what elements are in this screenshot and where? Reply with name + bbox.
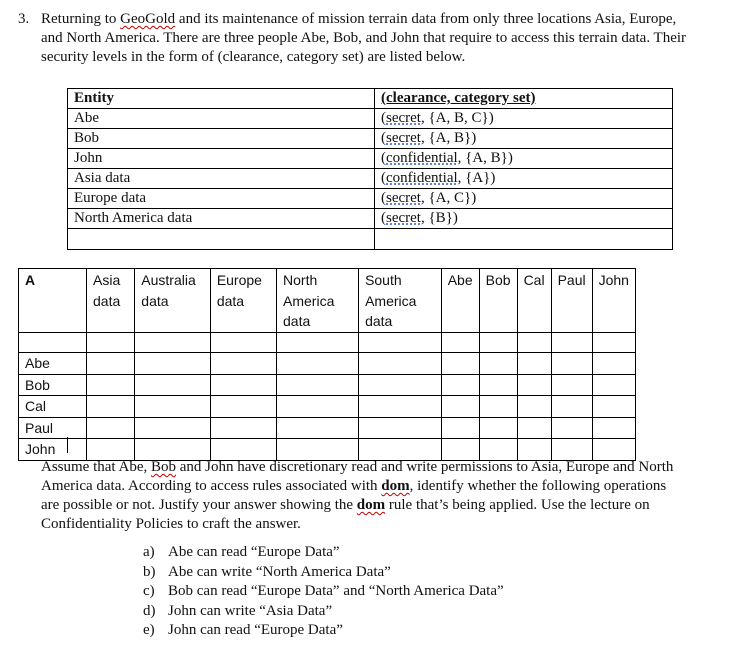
matrix-row-label: Cal [19, 396, 87, 418]
matrix-cell [517, 374, 551, 396]
matrix-column-header: Bob [479, 269, 517, 333]
matrix-cell [135, 353, 211, 375]
para-text-2: and John have discretionary read and write permissions to Asia, Europe and North America data. According to access rules associated with [41, 459, 674, 494]
matrix-column-header: North America data [277, 269, 359, 333]
entity-header: Entity [68, 89, 375, 109]
matrix-cell [277, 332, 359, 353]
item-label: e) [143, 622, 155, 638]
dom-word-2: dom [356, 497, 386, 513]
matrix-cell [517, 396, 551, 418]
matrix-cell [517, 417, 551, 439]
intro-text-2: and its maintenance of mission terrain data from only three locations Asia, Europe, and North America. There are three people Abe, Bob, and John that require to access this terrain data. Their security levels in the form of (clearance, category set) are listed below. [41, 11, 687, 65]
item-label: c) [143, 583, 155, 599]
matrix-corner: A [19, 269, 87, 333]
intro-text-1: Returning to [41, 11, 121, 27]
matrix-cell [592, 374, 635, 396]
matrix-cell [210, 374, 276, 396]
matrix-row-label: John [19, 439, 87, 461]
category-set: , {B}) [420, 210, 458, 226]
paren: ( [381, 170, 386, 186]
list-item [143, 543, 504, 563]
matrix-cell [551, 332, 592, 353]
clearance-value: secret [386, 130, 421, 146]
para-text-4: rule that’s being applied. Use the lecture on Confidentiality Policies to craft the answer. [41, 497, 650, 532]
clearance-value: confidential [386, 150, 458, 166]
matrix-cell [359, 332, 442, 353]
matrix-cell [551, 353, 592, 375]
level-header: (clearance, category set) [375, 89, 673, 109]
item-text: John can write “Asia Data” [168, 602, 333, 619]
matrix-cell [87, 439, 135, 461]
question-intro [41, 10, 691, 67]
matrix-column-header: John [592, 269, 635, 333]
clearance-value: confidential [386, 170, 458, 186]
matrix-cell [87, 396, 135, 418]
matrix-cell [551, 417, 592, 439]
matrix-cell [277, 353, 359, 375]
entity-cell: North America data [68, 209, 375, 229]
matrix-cell [359, 353, 442, 375]
matrix-cell [87, 353, 135, 375]
matrix-row-label [19, 332, 87, 353]
matrix-cell [479, 374, 517, 396]
matrix-cell [479, 396, 517, 418]
entity-cell: Bob [68, 129, 375, 149]
bob-word: Bob [151, 459, 177, 475]
table-header-row [68, 89, 673, 109]
matrix-cell [210, 417, 276, 439]
table-row [68, 189, 673, 209]
level-cell [375, 109, 673, 129]
table-row [68, 209, 673, 229]
category-set: , {A}) [457, 170, 496, 186]
matrix-cell [551, 374, 592, 396]
matrix-cell [210, 353, 276, 375]
matrix-cell [517, 332, 551, 353]
item-text: Bob can read “Europe Data” and “North America Data” [168, 583, 504, 599]
matrix-cell [479, 332, 517, 353]
level-cell [375, 169, 673, 189]
matrix-cell [592, 332, 635, 353]
matrix-cell [592, 417, 635, 439]
security-levels-table [67, 88, 673, 250]
table-row [68, 229, 673, 250]
matrix-row [19, 439, 636, 461]
matrix-column-header: Asia data [87, 269, 135, 333]
list-item [143, 563, 504, 583]
matrix-cell [277, 417, 359, 439]
entity-cell [68, 229, 375, 250]
entity-cell: Asia data [68, 169, 375, 189]
matrix-cell [359, 396, 442, 418]
level-cell [375, 209, 673, 229]
paren: ( [381, 210, 386, 226]
matrix-cell [441, 439, 479, 461]
matrix-column-header: Abe [441, 269, 479, 333]
matrix-cell [87, 374, 135, 396]
matrix-cell [441, 374, 479, 396]
matrix-column-header: Australia data [135, 269, 211, 333]
matrix-row-label: Paul [19, 417, 87, 439]
matrix-column-header: Europe data [210, 269, 276, 333]
matrix-cell [359, 417, 442, 439]
matrix-cell [479, 417, 517, 439]
matrix-row [19, 396, 636, 418]
category-set: , {A, B}) [457, 150, 513, 166]
entity-cell: Abe [68, 109, 375, 129]
list-item [143, 602, 504, 622]
matrix-cell [592, 396, 635, 418]
instructions-paragraph [41, 458, 681, 534]
table-row [68, 109, 673, 129]
item-label: b) [143, 563, 156, 580]
list-item [143, 582, 504, 602]
category-set: , {A, B}) [420, 130, 477, 146]
dom-word: dom [381, 478, 410, 494]
level-cell [375, 229, 673, 250]
paren: ( [381, 110, 386, 126]
item-text: Abe can write “North America Data” [168, 563, 391, 580]
matrix-cell [441, 417, 479, 439]
matrix-cell [592, 439, 635, 461]
matrix-row [19, 353, 636, 375]
table-row [68, 129, 673, 149]
matrix-row [19, 374, 636, 396]
clearance-value: secret [386, 210, 421, 226]
matrix-cell [210, 332, 276, 353]
matrix-column-header: South America data [359, 269, 442, 333]
matrix-column-header: Cal [517, 269, 551, 333]
clearance-value: secret [386, 110, 421, 126]
level-cell [375, 149, 673, 169]
matrix-cell [135, 417, 211, 439]
matrix-cell [359, 439, 442, 461]
category-set: , {A, C}) [420, 190, 477, 206]
matrix-cell [135, 374, 211, 396]
matrix-cell [479, 439, 517, 461]
matrix-cell [87, 332, 135, 353]
table-row [68, 149, 673, 169]
matrix-cell [359, 374, 442, 396]
matrix-row-label: Abe [19, 353, 87, 375]
matrix-row [19, 417, 636, 439]
item-text: Abe can read “Europe Data” [168, 544, 340, 560]
item-label: a) [143, 544, 155, 560]
matrix-column-header: Paul [551, 269, 592, 333]
para-text-1: Assume that Abe, [41, 459, 151, 475]
paren: ( [381, 130, 386, 146]
matrix-cell [517, 353, 551, 375]
item-text: John can read “Europe Data” [168, 622, 343, 638]
matrix-cell [277, 374, 359, 396]
table-row [68, 169, 673, 189]
level-cell [375, 129, 673, 149]
matrix-cell [441, 353, 479, 375]
matrix-cell [87, 417, 135, 439]
matrix-cell [441, 396, 479, 418]
paren: ( [381, 150, 386, 166]
access-control-matrix [18, 268, 636, 461]
question-number: 3. [18, 11, 30, 27]
matrix-cell [277, 396, 359, 418]
matrix-cell [551, 396, 592, 418]
matrix-cell [551, 439, 592, 461]
matrix-cell [135, 396, 211, 418]
category-set: , {A, B, C}) [420, 110, 494, 126]
matrix-cell [210, 439, 276, 461]
paren: ( [381, 190, 386, 206]
operations-list [143, 543, 504, 641]
matrix-header-row [19, 269, 636, 333]
matrix-cell [441, 332, 479, 353]
item-label: d) [143, 602, 156, 619]
matrix-cell [210, 396, 276, 418]
matrix-cell [592, 353, 635, 375]
matrix-cell [135, 332, 211, 353]
matrix-cell [479, 353, 517, 375]
clearance-value: secret [386, 190, 421, 206]
matrix-row-label: Bob [19, 374, 87, 396]
text-cursor [67, 437, 68, 453]
matrix-row [19, 332, 636, 353]
geogold-word: GeoGold [120, 11, 176, 27]
level-cell [375, 189, 673, 209]
para-text-3: , identify whether the following operations are possible or not. Justify your answer showing the [41, 478, 667, 513]
matrix-cell [277, 439, 359, 461]
list-item [143, 621, 504, 641]
matrix-cell [517, 439, 551, 461]
entity-cell: John [68, 149, 375, 169]
matrix-cell [135, 439, 211, 461]
entity-cell: Europe data [68, 189, 375, 209]
